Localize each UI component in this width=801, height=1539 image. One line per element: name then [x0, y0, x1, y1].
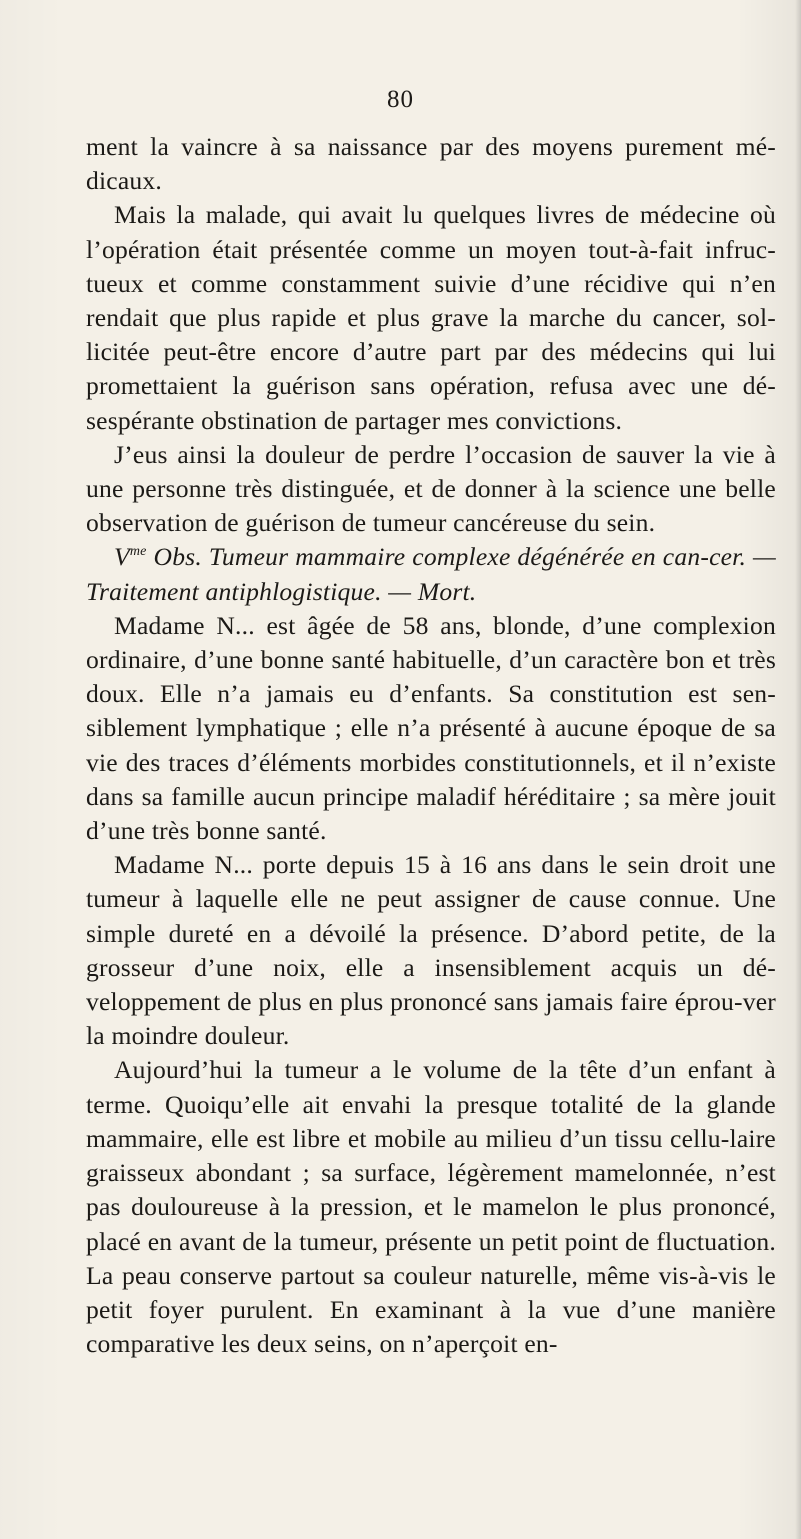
body-text — [86, 130, 776, 1361]
page-number: 80 — [387, 86, 414, 113]
observation-roman: V — [114, 542, 130, 572]
observation-heading — [86, 540, 776, 608]
paragraph-tumor-current: Aujourd’hui la tumeur a le volume de la tête d’un enfant à terme. Quoiqu’elle ait envahi la presque totalité de la glande mammaire, elle est libre et mobile au milieu d’un tissu cellu-laire graisseux abondant ; sa surface, légèrement mamelonnée, n’est pas douloureuse à la pression, et le mamelon le plus prononcé, placé en avant de la tumeur, présente un petit point de fluctuation. La peau conserve partout sa couleur naturelle, même vis-à-vis le petit foyer purulent. En examinant à la vue d’une manière comparative les deux seins, on n’aperçoit en- — [86, 1055, 776, 1359]
paragraph-regret: J’eus ainsi la douleur de perdre l’occasion de sauver la vie à une personne très distinguée, et de donner à la science une belle observation de guérison de tumeur cancéreuse du sein. — [86, 439, 776, 538]
paragraph-refusal: Mais la malade, qui avait lu quelques livres de médecine où l’opération était présentée comme un moyen tout-à-fait infruc-tueux et comme constamment suivie d’une récidive qui n’en rendait que plus rapide et plus grave la marche du cancer, sol-licitée peut-être encore d’autre part par des médecins qui lui promettaient la guérison sans opération, refusa avec une dé-sespérante obstination de partager mes convictions. — [86, 200, 776, 435]
paragraph-tumor-history: Madame N... porte depuis 15 à 16 ans dans le sein droit une tumeur à laquelle elle ne peut assigner de cause connue. Une simple dureté en a dévoilé la présence. D’abord petite, de la grosseur d’une noix, elle a insensiblement acquis un dé-veloppement de plus en plus prononcé sans jamais faire éprou-ver la moindre douleur. — [86, 850, 776, 1051]
page-edge-shadow — [795, 0, 801, 1539]
observation-superscript: me — [129, 544, 147, 560]
paragraph-continuation: ment la vaincre à sa naissance par des moyens purement mé-dicaux. — [86, 132, 776, 196]
observation-title: Obs. Tumeur mammaire complexe dégénérée en can-cer. — Traitement antiphlogistique. — Mort. — [86, 542, 776, 606]
paragraph-patient-description: Madame N... est âgée de 58 ans, blonde, d’une complexion ordinaire, d’une bonne santé habituelle, d’un caractère bon et très doux. Elle n’a jamais eu d’enfants. Sa constitution est sen-siblement lymphatique ; elle n’a présenté à aucune époque de sa vie des traces d’éléments morbides constitutionnels, et il n’existe dans sa famille aucun principe maladif héréditaire ; sa mère jouit d’une très bonne santé. — [86, 610, 776, 846]
